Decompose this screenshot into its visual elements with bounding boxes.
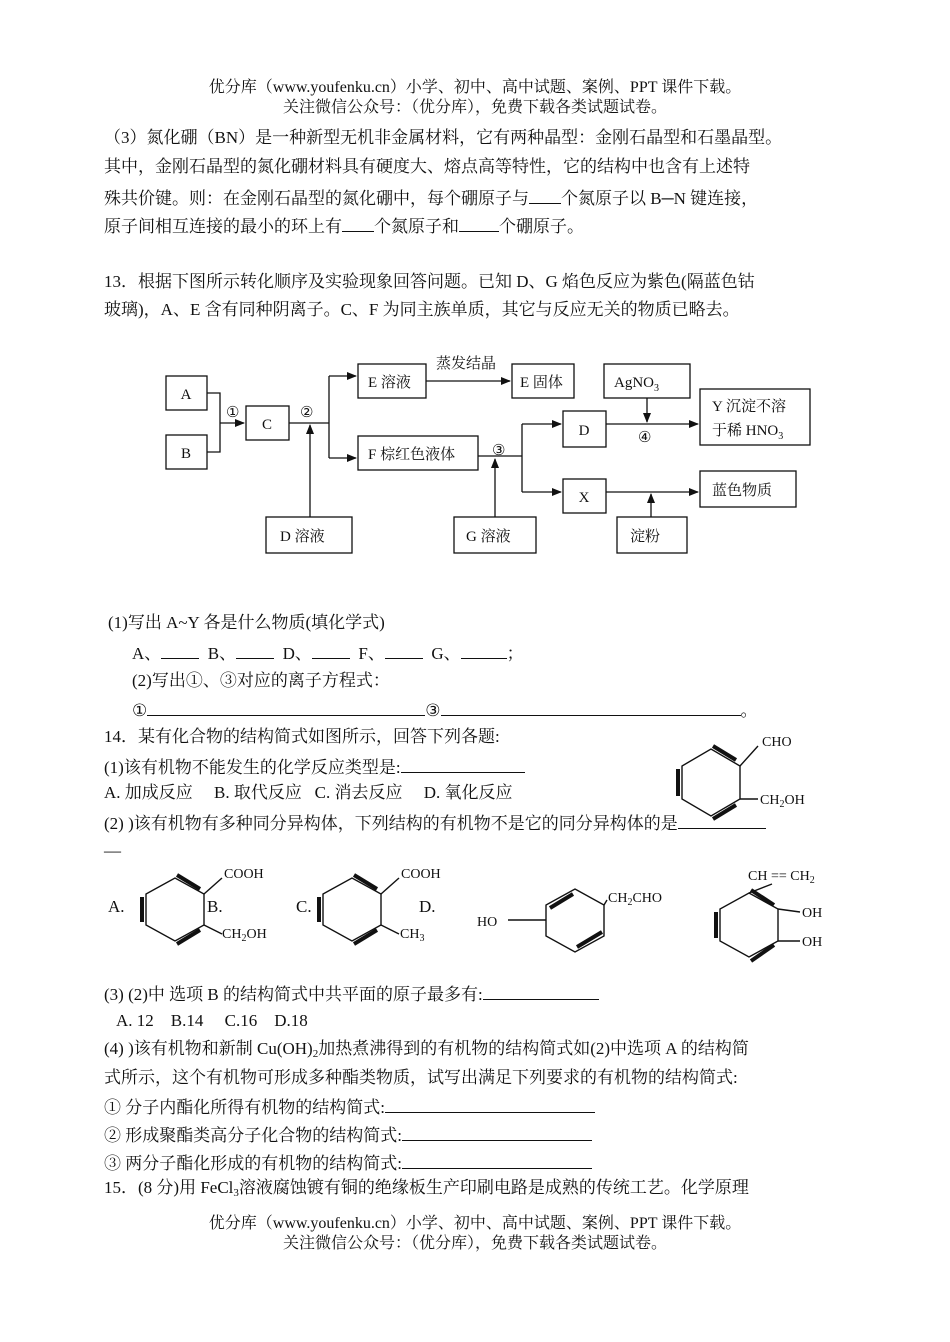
q12-line-3 xyxy=(104,186,758,210)
answer-blank[interactable] xyxy=(401,755,525,773)
option-C-cooh: COOH xyxy=(401,867,441,882)
label-starch: 淀粉 xyxy=(630,529,661,545)
q15-line-1 xyxy=(104,1177,749,1199)
q13-label-G: G、 xyxy=(431,644,461,663)
option-E-oh-2: OH xyxy=(802,935,823,950)
label-Y-line-1: Y 沉淀不溶 xyxy=(712,399,787,415)
q13-label-A: A、 xyxy=(132,644,162,663)
answer-blank[interactable] xyxy=(385,1095,595,1113)
q13-part-2-blanks xyxy=(132,698,758,722)
q13-circle-3: ③ xyxy=(425,701,441,720)
box-D-solution xyxy=(266,517,352,553)
answer-blank[interactable] xyxy=(236,641,274,659)
label-B: B xyxy=(180,446,192,462)
box-Y xyxy=(700,389,810,445)
label-step-2: ② xyxy=(300,405,314,421)
q13-part-1-blanks xyxy=(132,641,524,665)
option-C-ring xyxy=(319,875,399,944)
option-D-ring xyxy=(508,889,607,952)
option-D-ch2cho: $CH_2CHO$ xyxy=(608,891,663,908)
q14-req-2-text: ② 形成聚酯类高分子化合物的结构简式: xyxy=(104,1126,402,1145)
footer-line-1: 优分库（www.youfenku.cn）小学、初中、高中试题、案例、PPT 课件下载。 xyxy=(208,1215,742,1232)
q12-line-4b: 个氮原子和 xyxy=(374,217,459,236)
q14-title: 14．某有化合物的结构简式如图所示，回答下列各题: xyxy=(104,727,500,746)
box-G-solution xyxy=(454,517,536,553)
answer-blank[interactable] xyxy=(529,186,561,204)
header-line-2: 关注微信公众号：（优分库），免费下载各类试题试卷。 xyxy=(282,99,667,116)
box-E-solid xyxy=(512,364,574,398)
q14-options-3: A. 12 B.14 C.16 D.18 xyxy=(116,1011,308,1030)
answer-blank[interactable] xyxy=(483,982,599,1000)
label-D-solution: D 溶液 xyxy=(280,529,325,545)
option-C-ch3: $CH_3$ xyxy=(400,927,425,944)
box-X xyxy=(563,479,606,513)
q12-line-4 xyxy=(104,214,584,238)
option-C-label: C. xyxy=(296,897,312,916)
q14-req-2 xyxy=(104,1123,592,1147)
q13-line-1: 13．根据下图所示转化顺序及实验现象回答问题。已知 D、G 焰色反应为紫色(隔蓝色钴 xyxy=(104,272,755,291)
q12-line-2: 其中，金刚石晶型的氮化硼材料具有硬度大、熔点高等特性，它的结构中也含有上述特 xyxy=(104,157,750,176)
answer-blank[interactable] xyxy=(312,641,350,659)
option-E-oh-1: OH xyxy=(802,906,823,921)
q13-label-F: F、 xyxy=(358,644,385,663)
main-benzene-ring xyxy=(678,746,758,819)
q14-sub-4-tail: 加热煮沸得到的有机物的结构简式如(2)中选项 A 的结构简 xyxy=(318,1039,749,1058)
q14-sub-1 xyxy=(104,755,525,779)
label-F: F 棕红色液体 xyxy=(368,447,456,463)
label-Y-line-2: 于稀 $HNO_3$ xyxy=(712,423,784,442)
q14-options-1: A. 加成反应 B. 取代反应 C. 消去反应 D. 氧化反应 xyxy=(104,783,513,802)
q13-part-2: (2)写出①、③对应的离子方程式： xyxy=(132,671,390,690)
q14-req-3 xyxy=(104,1151,592,1175)
answer-blank[interactable] xyxy=(385,641,423,659)
q14-sub-4-line-2: 式所示，这个有机物可形成多种酯类物质，试写出满足下列要求的有机物的结构简式: xyxy=(104,1068,738,1087)
option-A-cooh: COOH xyxy=(224,867,264,882)
box-C xyxy=(246,406,289,440)
answer-blank[interactable] xyxy=(402,1151,592,1169)
q13-period: 。 xyxy=(740,701,758,720)
label-blue: 蓝色物质 xyxy=(712,483,773,499)
answer-blank[interactable] xyxy=(678,811,766,829)
answer-blank[interactable] xyxy=(441,698,741,716)
option-A-label: A. xyxy=(108,897,125,916)
q15-subscript: 3 xyxy=(233,1187,239,1199)
q13-label-D: D、 xyxy=(282,644,312,663)
q12-line-4c: 个硼原子。 xyxy=(499,217,584,236)
q13-circle-1: ① xyxy=(132,701,148,720)
box-F xyxy=(358,436,478,470)
q13-label-B: B、 xyxy=(207,644,237,663)
q14-sub-4-subscript: 2 xyxy=(312,1048,319,1060)
q14-sub-4-text: (4) )该有机物和新制 Cu(OH) xyxy=(104,1039,313,1058)
option-D-ho: HO xyxy=(477,915,498,930)
q13-part-1: (1)写出 A~Y 各是什么物质(填化学式) xyxy=(108,613,385,632)
box-E-solution xyxy=(358,364,426,398)
label-step-3: ③ xyxy=(492,443,506,459)
header-line-1: 优分库（www.youfenku.cn）小学、初中、高中试题、案例、PPT 课件下载。 xyxy=(208,79,742,96)
label-AgNO3: AgNO$_3$ xyxy=(614,375,659,394)
answer-blank[interactable] xyxy=(402,1123,592,1141)
option-E-vinyl: CH == $CH_2$ xyxy=(748,869,815,886)
q14-sub-2 xyxy=(104,811,766,835)
q12-line-3a: 殊共价键。则：在金刚石晶型的氮化硼中，每个硼原子与 xyxy=(104,189,529,208)
q15-text-b: 溶液腐蚀镀有铜的绝缘板生产印刷电路是成熟的传统工艺。化学原理 xyxy=(238,1178,749,1197)
label-step-1: ① xyxy=(226,405,240,421)
label-E-solution: E 溶液 xyxy=(368,375,411,391)
label-evaporate: 蒸发结晶 xyxy=(436,356,497,372)
option-A-ch2oh: $CH_2OH$ xyxy=(222,927,267,944)
label-A: A xyxy=(180,387,192,403)
label-X: X xyxy=(578,490,590,506)
q12-line-1: （3）氮化硼（BN）是一种新型无机非金属材料，它有两种晶型：金刚石晶型和石墨晶型。 xyxy=(104,128,783,147)
box-AgNO3 xyxy=(604,364,690,398)
answer-blank[interactable] xyxy=(147,698,425,716)
box-blue xyxy=(700,471,796,507)
label-step-4: ④ xyxy=(638,430,652,446)
q13-line-2: 玻璃)，A、E 含有同种阴离子。C、F 为同主族单质，其它与反应无关的物质已略去。 xyxy=(104,300,740,319)
label-C: C xyxy=(261,417,273,433)
q14-sub-1-text: (1)该有机物不能发生的化学反应类型是: xyxy=(104,758,401,777)
box-D xyxy=(563,411,606,447)
q13-semicolon: ； xyxy=(506,644,524,663)
q15-text-a: 15．(8 分)用 FeCl xyxy=(104,1178,234,1197)
answer-blank[interactable] xyxy=(342,214,374,232)
label-E-solid: E 固体 xyxy=(520,375,563,391)
label-D: D xyxy=(578,423,590,439)
answer-blank[interactable] xyxy=(161,641,199,659)
q14-sub-4-line-1 xyxy=(104,1038,749,1060)
q14-req-3-text: ③ 两分子酯化形成的有机物的结构简式: xyxy=(104,1154,402,1173)
q14-req-1-text: ① 分子内酯化所得有机物的结构简式: xyxy=(104,1098,385,1117)
box-B xyxy=(166,435,207,469)
option-D-label: D. xyxy=(419,897,436,916)
q14-sub-3-text: (3) (2)中 选项 B 的结构简式中共平面的原子最多有: xyxy=(104,985,483,1004)
q14-sub-2-text: (2) )该有机物有多种同分异构体，下列结构的有机物不是它的同分异构体的是 xyxy=(104,814,678,833)
q14-sub-3 xyxy=(104,982,599,1006)
label-G-solution: G 溶液 xyxy=(466,529,511,545)
box-starch xyxy=(617,517,687,553)
q12-line-3b: 个氮原子以 B─N 键连接， xyxy=(561,189,759,208)
option-A-ring xyxy=(142,875,222,944)
answer-blank[interactable] xyxy=(459,214,499,232)
option-B-label: B. xyxy=(207,897,223,916)
q12-line-4a: 原子间相互连接的最小的环上有 xyxy=(104,217,342,236)
answer-blank[interactable] xyxy=(461,641,507,659)
main-cho-label: CHO xyxy=(762,735,792,750)
main-ch2oh-label: $CH_2OH$ xyxy=(760,793,805,810)
option-E-ring xyxy=(716,884,800,961)
footer-line-2: 关注微信公众号：（优分库），免费下载各类试题试卷。 xyxy=(282,1235,667,1252)
q14-sub-2-dash: — xyxy=(104,841,121,860)
q14-req-1 xyxy=(104,1095,595,1119)
box-A xyxy=(166,376,207,410)
